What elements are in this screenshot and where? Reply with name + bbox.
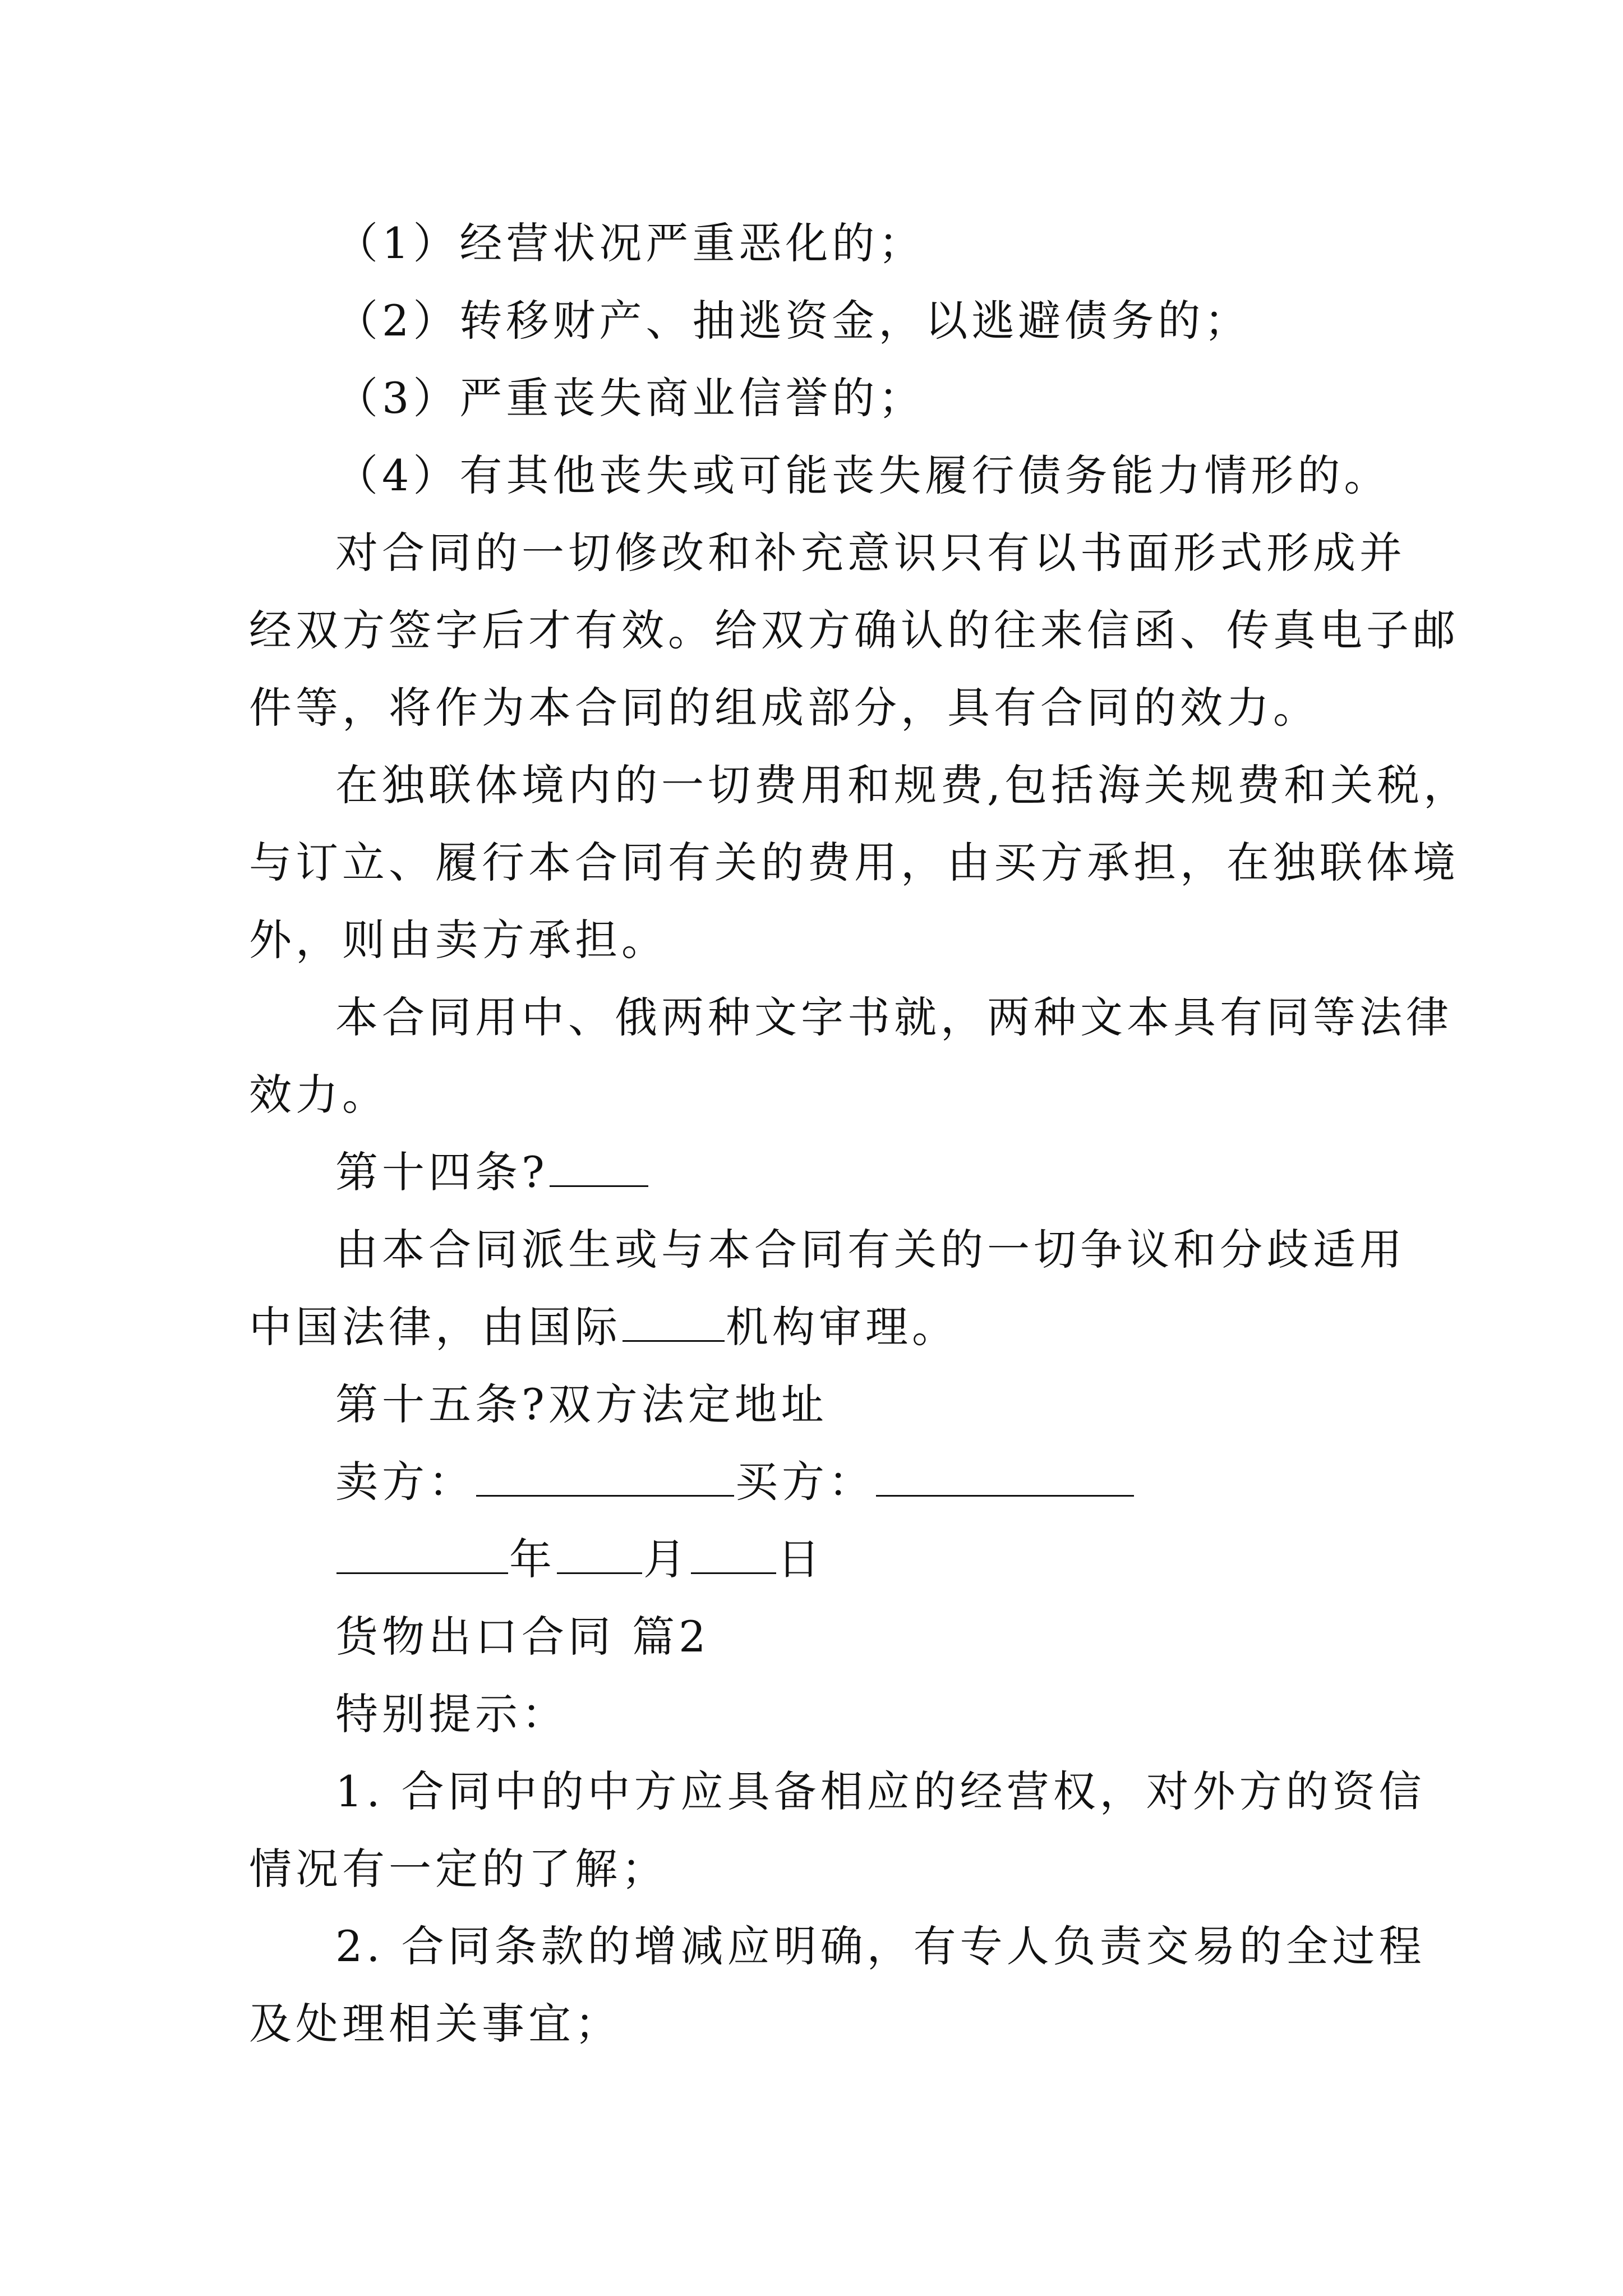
year-label: 年 xyxy=(509,1534,556,1584)
article-heading xyxy=(249,1134,1387,1211)
document-body xyxy=(249,205,1470,2063)
list-item: （1）经营状况严重恶化的； xyxy=(335,218,925,268)
article-heading: 第十五条?双方法定地址 xyxy=(335,1379,828,1429)
paragraph-line: 本合同用中、俄两种文字书就，两种文本具有同等法律 xyxy=(335,992,1453,1042)
list-item: （4）有其他丧失或可能丧失履行债务能力情形的。 xyxy=(335,450,1391,500)
buyer-blank xyxy=(876,1452,1134,1497)
address-line xyxy=(249,1443,1387,1521)
text-segment: 机构审理。 xyxy=(726,1302,958,1352)
paragraph-line: 效力。 xyxy=(249,1070,389,1120)
paragraph-line: 经双方签字后才有效。给双方确认的往来信函、传真电子邮 xyxy=(249,605,1459,655)
day-blank xyxy=(691,1530,776,1574)
article-14-label: 第十四条? xyxy=(335,1147,548,1197)
date-line xyxy=(249,1521,1387,1598)
paragraph-line: 情况有一定的了解； xyxy=(249,1844,668,1894)
section-title: 货物出口合同 篇2 xyxy=(335,1612,710,1662)
paragraph-line xyxy=(249,1289,1387,1366)
blank-field xyxy=(623,1297,725,1342)
list-item: （2）转移财产、抽逃资金，以逃避债务的； xyxy=(335,296,1251,346)
month-label: 月 xyxy=(643,1534,690,1584)
paragraph-line: 在独联体境内的一切费用和规费,包括海关规费和关税， xyxy=(335,760,1470,810)
notice-heading: 特别提示： xyxy=(335,1689,568,1739)
paragraph-line: 2. 合同条款的增减应明确，有专人负责交易的全过程 xyxy=(335,1921,1426,1971)
paragraph-line: 外，则由卖方承担。 xyxy=(249,915,668,965)
paragraph-line: 1. 合同中的中方应具备相应的经营权，对外方的资信 xyxy=(335,1766,1426,1816)
paragraph-line: 及处理相关事宜； xyxy=(249,1999,621,2049)
month-blank xyxy=(557,1530,642,1574)
blank-field xyxy=(550,1143,648,1187)
text-segment: 中国法律，由国际 xyxy=(249,1302,621,1352)
year-blank xyxy=(336,1530,508,1574)
seller-label: 卖方： xyxy=(335,1457,475,1507)
day-label: 日 xyxy=(777,1534,824,1584)
list-item: （3）严重丧失商业信誉的； xyxy=(335,373,925,423)
seller-blank xyxy=(476,1452,734,1497)
paragraph-line: 件等，将作为本合同的组成部分，具有合同的效力。 xyxy=(249,683,1320,733)
paragraph-line: 由本合同派生或与本合同有关的一切争议和分歧适用 xyxy=(335,1225,1406,1274)
paragraph-line: 与订立、履行本合同有关的费用，由买方承担，在独联体境 xyxy=(249,838,1459,887)
paragraph-line: 对合同的一切修改和补充意识只有以书面形式形成并 xyxy=(335,528,1406,578)
buyer-label: 买方： xyxy=(735,1457,875,1507)
